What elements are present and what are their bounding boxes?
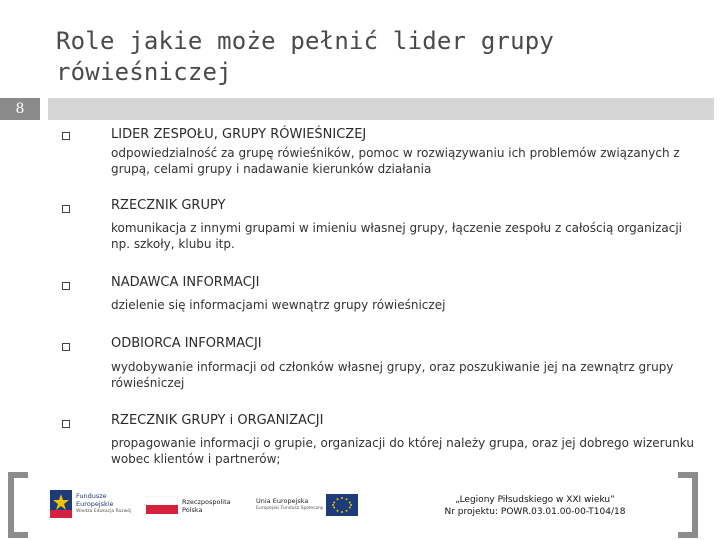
- role-description: wydobywanie informacji od członków własnej grupy, oraz poszukiwanie jej na zewnątrz grupy rówieśniczej: [111, 360, 674, 390]
- fe-logo-line1: Fundusze: [76, 492, 107, 500]
- square-bullet-icon: [62, 343, 70, 351]
- title-divider-bar: [48, 98, 714, 120]
- role-description: dzielenie się informacjami wewnątrz grupy rówieśniczej: [111, 298, 446, 312]
- fe-logo-subtitle: Wiedza Edukacja Rozwój: [76, 509, 132, 514]
- fe-logo-line2: Europejskie: [76, 500, 114, 508]
- ue-logo-subtitle: Europejski Fundusz Społeczny: [256, 506, 324, 511]
- slide-title: Role jakie może pełnić lider grupy rówieśniczej: [56, 27, 555, 86]
- slide-number: 8: [0, 98, 40, 120]
- eu-flag-icon: [326, 494, 358, 516]
- rp-logo-line2: Polska: [182, 506, 203, 514]
- rzeczpospolita-polska-logo: [146, 492, 242, 520]
- ue-logo-line1: Unia Europejska: [256, 497, 309, 505]
- project-info: [430, 494, 640, 518]
- unia-europejska-logo: [256, 488, 360, 520]
- fundusze-europejskie-logo: [50, 488, 130, 522]
- square-bullet-icon: [62, 420, 70, 428]
- right-bracket-decoration: [678, 472, 698, 538]
- role-description: komunikacja z innymi grupami w imieniu własnej grupy, łączenie zespołu z całością organizacji np. szkoły, klubu itp.: [111, 221, 683, 251]
- fe-star-icon: [50, 490, 72, 518]
- role-description: odpowiedzialność za grupę rówieśników, pomoc w rozwiązywaniu ich problemów związanych z grupą, celami grupy i nadawanie kierunków działania: [111, 146, 680, 176]
- rp-logo-line1: Rzeczpospolita: [182, 498, 231, 506]
- footer: [0, 468, 720, 540]
- role-heading: ODBIORCA INFORMACJI: [111, 336, 262, 351]
- role-heading: RZECZNIK GRUPY: [111, 198, 226, 213]
- role-description: propagowanie informacji o grupie, organizacji do której należy grupa, oraz jej dobrego wizerunku wobec klientów i partnerów;: [111, 436, 694, 466]
- polish-flag-icon: [146, 496, 178, 514]
- project-name: „Legiony Piłsudskiego w XXI wieku”: [455, 495, 615, 505]
- project-number: Nr projektu: POWR.03.01.00-00-T104/18: [444, 507, 626, 517]
- role-heading: RZECZNIK GRUPY i ORGANIZACJI: [111, 413, 324, 428]
- square-bullet-icon: [62, 282, 70, 290]
- role-heading: LIDER ZESPOŁU, GRUPY RÓWIEŚNICZEJ: [111, 127, 367, 142]
- left-bracket-decoration: [8, 472, 28, 538]
- square-bullet-icon: [62, 205, 70, 213]
- role-heading: NADAWCA INFORMACJI: [111, 275, 260, 290]
- square-bullet-icon: [62, 132, 70, 140]
